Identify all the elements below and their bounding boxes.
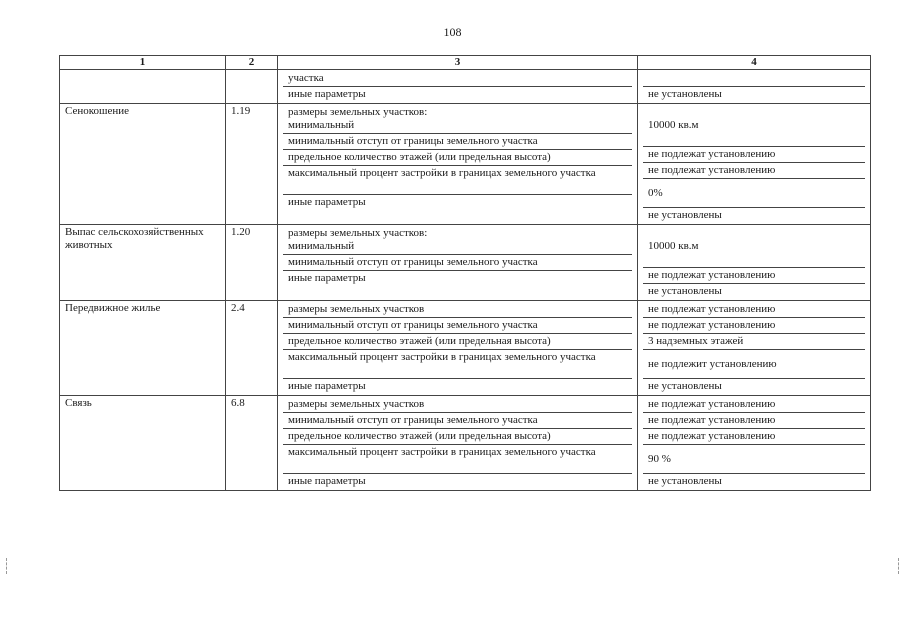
parameter-item: размеры земельных участков bbox=[288, 398, 425, 410]
parameter-value: не установлены bbox=[643, 283, 865, 299]
permitted-use-name: Сенокошение bbox=[60, 104, 226, 225]
use-code: 2.4 bbox=[226, 301, 278, 396]
parameter-item: иные параметры bbox=[283, 86, 632, 102]
table-row-continuation bbox=[60, 70, 871, 104]
parameter-value: не подлежат установлению bbox=[648, 398, 776, 410]
values-cell bbox=[638, 70, 871, 104]
parameter-item: минимальный отступ от границы земельного участка bbox=[283, 412, 632, 428]
use-code: 6.8 bbox=[226, 396, 278, 491]
parameter-value: 0% bbox=[643, 178, 865, 207]
parameter-item: размеры земельных участков: минимальный bbox=[288, 106, 428, 131]
table-row bbox=[60, 396, 871, 491]
parameter-value: не установлены bbox=[643, 378, 865, 394]
column-header-2: 2 bbox=[226, 56, 278, 70]
parameter-item: иные параметры bbox=[283, 473, 632, 489]
parameter-value: не подлежат установлению bbox=[643, 317, 865, 333]
permitted-use-name-cell bbox=[60, 70, 226, 104]
parameter-value: 3 надземных этажей bbox=[643, 333, 865, 349]
parameter-value: не подлежит установлению bbox=[643, 349, 865, 378]
parameter-value bbox=[643, 71, 865, 86]
parameter-value: 10000 кв.м bbox=[648, 240, 699, 252]
column-header-3: 3 bbox=[278, 56, 638, 70]
parameter-item: участка bbox=[288, 72, 324, 84]
use-code: 1.19 bbox=[226, 104, 278, 225]
parameter-item: размеры земельных участков: минимальный bbox=[288, 227, 428, 252]
table-row bbox=[60, 225, 871, 301]
parameter-value: не установлены bbox=[643, 86, 865, 102]
parameter-item: предельное количество этажей (или предельная высота) bbox=[283, 149, 632, 165]
permitted-use-name: Передвижное жилье bbox=[60, 301, 226, 396]
table-row bbox=[60, 301, 871, 396]
parameters-cell bbox=[278, 225, 638, 301]
header-row bbox=[60, 56, 871, 70]
page-number: 108 bbox=[443, 25, 462, 39]
permitted-use-name: Связь bbox=[60, 396, 226, 491]
parameter-item: минимальный отступ от границы земельного участка bbox=[283, 317, 632, 333]
values-cell bbox=[638, 301, 871, 396]
parameter-item: размеры земельных участков bbox=[288, 303, 425, 315]
parameter-item: иные параметры bbox=[283, 270, 632, 286]
parameter-item: иные параметры bbox=[283, 194, 632, 210]
parameter-item: максимальный процент застройки в границах земельного участка bbox=[283, 349, 632, 378]
column-header-1: 1 bbox=[60, 56, 226, 70]
values-cell bbox=[638, 225, 871, 301]
parameter-item: минимальный отступ от границы земельного участка bbox=[283, 254, 632, 270]
parameter-item: максимальный процент застройки в границах земельного участка bbox=[283, 444, 632, 473]
parameters-cell bbox=[278, 396, 638, 491]
parameter-value: не подлежат установлению bbox=[648, 303, 776, 315]
values-cell bbox=[638, 104, 871, 225]
parameter-value: не установлены bbox=[643, 207, 865, 223]
use-code-cell bbox=[226, 70, 278, 104]
zoning-parameters-table bbox=[59, 55, 871, 491]
margin-scan-mark-right bbox=[898, 558, 900, 574]
parameter-value: 10000 кв.м bbox=[648, 119, 699, 131]
parameter-value: не подлежат установлению bbox=[643, 428, 865, 444]
parameters-cell bbox=[278, 104, 638, 225]
parameter-item: предельное количество этажей (или предельная высота) bbox=[283, 428, 632, 444]
parameter-item: минимальный отступ от границы земельного участка bbox=[283, 133, 632, 149]
permitted-use-name: Выпас сельскохозяйственных животных bbox=[60, 225, 226, 301]
parameter-value: не подлежат установлению bbox=[643, 146, 865, 162]
parameters-cell bbox=[278, 70, 638, 104]
parameter-value: не подлежат установлению bbox=[643, 412, 865, 428]
parameter-value: не установлены bbox=[643, 473, 865, 489]
parameter-item: предельное количество этажей (или предельная высота) bbox=[283, 333, 632, 349]
use-code: 1.20 bbox=[226, 225, 278, 301]
parameter-value: 90 % bbox=[643, 444, 865, 473]
parameter-value: не подлежат установлению bbox=[643, 162, 865, 178]
parameter-item: максимальный процент застройки в границах земельного участка bbox=[283, 165, 632, 194]
column-header-4: 4 bbox=[638, 56, 871, 70]
margin-scan-mark-left bbox=[6, 558, 8, 574]
table-row bbox=[60, 104, 871, 225]
parameter-item: иные параметры bbox=[283, 378, 632, 394]
values-cell bbox=[638, 396, 871, 491]
parameters-cell bbox=[278, 301, 638, 396]
parameter-value: не подлежат установлению bbox=[643, 267, 865, 283]
